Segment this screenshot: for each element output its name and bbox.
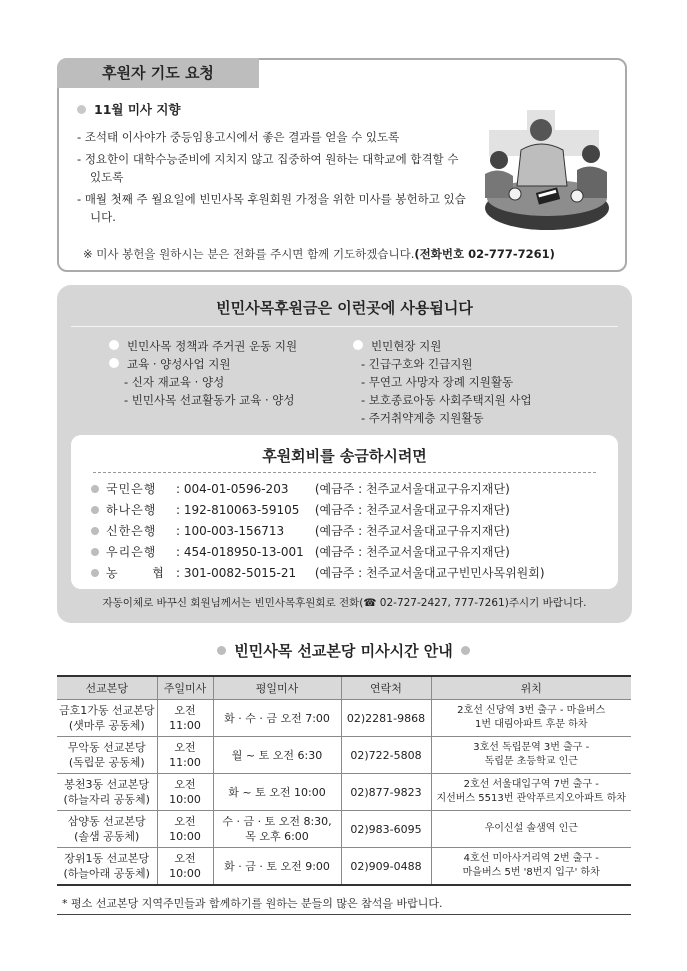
bullet-dot-icon: [461, 646, 470, 655]
table-row: [57, 737, 631, 774]
sunday-mass-cell: 오전 10:00: [157, 811, 213, 848]
weekday-mass-cell: 수 · 금 · 토 오전 8:30, 목 오후 6:00: [213, 811, 341, 848]
prayer-intentions-list: [77, 128, 472, 230]
prayer-note: ※ 미사 봉헌을 원하시는 분은 전화를 주시면 함께 기도하겠습니다.(전화번호 02-777-7261): [83, 247, 555, 261]
bank-name: 국민은행: [106, 482, 157, 496]
auto-transfer-note: 자동이체로 바꾸신 회원님께서는 빈민사목후원회로 전화(☎ 02-727-2427, 777-7261)주시기 바랍니다.: [102, 597, 587, 609]
usage-title: 빈민사목후원금은 이런곳에 사용됩니다: [216, 299, 473, 317]
parish-cell: 장위1동 선교본당 (하늘아래 공동체): [57, 848, 157, 886]
sunday-mass-cell: 오전 11:00: [157, 700, 213, 737]
transfer-title: 후원회비를 송금하시려면: [262, 447, 427, 465]
contact-cell: 02)983-6095: [341, 811, 431, 848]
weekday-mass-cell: 화 · 금 · 토 오전 9:00: [213, 848, 341, 886]
account-holder: (예금주 : 천주교서울대교구유지재단): [314, 503, 510, 517]
bank-name: 우리은행: [106, 545, 157, 559]
usage-item: 빈민현장 지원: [353, 337, 532, 355]
bullet-dot-icon: [109, 340, 119, 350]
bank-account-row: [91, 479, 545, 500]
column-header: 위치: [431, 676, 631, 700]
account-holder: (예금주 : 천주교서울대교구유지재단): [314, 482, 510, 496]
bank-account-row: [91, 542, 545, 563]
account-number: : 100-003-156713: [176, 524, 285, 538]
parish-cell: 삼양동 선교본당 (솔샘 공동체): [57, 811, 157, 848]
account-number: : 301-0082-5015-21: [176, 566, 297, 580]
weekday-mass-cell: 월 ~ 토 오전 6:30: [213, 737, 341, 774]
prayer-request-box: [57, 58, 627, 272]
account-holder: (예금주 : 천주교서울대교구유지재단): [314, 545, 510, 559]
column-header: 선교본당: [57, 676, 157, 700]
schedule-footnote: * 평소 선교본당 지역주민들과 함께하기를 원하는 분들의 많은 참석을 바랍니다.: [62, 897, 443, 910]
contact-cell: 02)722-5808: [341, 737, 431, 774]
table-row: [57, 848, 631, 886]
bank-name: 하나은행: [106, 503, 157, 517]
table-row: [57, 700, 631, 737]
prayer-intention: - 매월 첫째 주 월요일에 빈민사목 후원회원 가정을 위한 미사를 봉헌하고 있습니다.: [77, 190, 472, 226]
usage-subitem: - 신자 재교육 · 양성: [124, 375, 225, 389]
sunday-mass-cell: 오전 10:00: [157, 848, 213, 886]
account-number: : 192-810063-59105: [176, 503, 300, 517]
usage-item: 교육 · 양성사업 지원: [109, 355, 297, 373]
column-header: 연락처: [341, 676, 431, 700]
weekday-mass-cell: 화 ~ 토 오전 10:00: [213, 774, 341, 811]
usage-right-column: [353, 337, 532, 427]
bullet-dot-icon: [91, 569, 99, 577]
bullet-dot-icon: [91, 548, 99, 556]
location-cell: 3호선 독립문역 3번 출구 - 독립문 초등학교 인근: [431, 737, 631, 774]
sunday-mass-cell: 오전 10:00: [157, 774, 213, 811]
usage-subitem: - 빈민사목 선교활동가 교육 · 양성: [124, 393, 295, 407]
divider: [93, 472, 596, 473]
mass-schedule-table: [57, 675, 631, 886]
account-holder: (예금주 : 천주교서울대교구빈민사목위원회): [314, 566, 545, 580]
bullet-dot-icon: [353, 340, 363, 350]
bank-account-row: [91, 521, 545, 542]
bullet-dot-icon: [91, 527, 99, 535]
weekday-mass-cell: 화 · 수 · 금 오전 7:00: [213, 700, 341, 737]
prayer-request-title: 후원자 기도 요청: [57, 58, 259, 88]
divider: [57, 914, 631, 915]
usage-item: 빈민사목 정책과 주거권 운동 지원: [109, 337, 297, 355]
bank-account-row: [91, 563, 545, 584]
transfer-info-box: [71, 435, 618, 589]
prayer-intention: - 조석태 이사야가 중등임용고시에서 좋은 결과를 얻을 수 있도록: [77, 128, 472, 146]
donation-usage-box: [57, 285, 632, 623]
column-header: 주일미사: [157, 676, 213, 700]
last-supper-illustration: [479, 90, 619, 240]
usage-subitem: - 주거취약계층 지원활동: [361, 411, 484, 425]
contact-cell: 02)909-0488: [341, 848, 431, 886]
prayer-intention: - 정요한이 대학수능준비에 지치지 않고 집중하여 원하는 대학교에 합격할 수 있도록: [77, 150, 472, 186]
column-header: 평일미사: [213, 676, 341, 700]
location-cell: 2호선 서울대입구역 7번 출구 - 지선버스 5513번 관악푸르지오아파트 하차: [431, 774, 631, 811]
account-number: : 004-01-0596-203: [176, 482, 289, 496]
bullet-dot-icon: [91, 485, 99, 493]
sunday-mass-cell: 오전 11:00: [157, 737, 213, 774]
contact-cell: 02)877-9823: [341, 774, 431, 811]
schedule-title: 빈민사목 선교본당 미사시간 안내: [0, 640, 687, 661]
bank-account-list: [91, 479, 545, 584]
prayer-heading: 11월 미사 지향: [77, 100, 180, 118]
location-cell: 4호선 미아사거리역 2번 출구 - 마을버스 5번 '8번지 입구' 하차: [431, 848, 631, 886]
usage-subitem: - 긴급구호와 긴급지원: [361, 357, 473, 371]
location-cell: 2호선 신당역 3번 출구 - 마을버스 1번 대림아파트 후문 하차: [431, 700, 631, 737]
table-header-row: [57, 676, 631, 700]
bullet-dot-icon: [217, 646, 226, 655]
bullet-dot-icon: [91, 506, 99, 514]
parish-cell: 금호1가동 선교본당 (샛마루 공동체): [57, 700, 157, 737]
bank-name: 농 협: [106, 566, 165, 580]
table-row: [57, 774, 631, 811]
table-row: [57, 811, 631, 848]
location-cell: 우이신설 솔샘역 인근: [431, 811, 631, 848]
parish-cell: 봉천3동 선교본당 (하늘자리 공동체): [57, 774, 157, 811]
bank-account-row: [91, 500, 545, 521]
account-holder: (예금주 : 천주교서울대교구유지재단): [314, 524, 510, 538]
contact-cell: 02)2281-9868: [341, 700, 431, 737]
usage-left-column: [109, 337, 297, 409]
usage-subitem: - 보호종료아동 사회주택지원 사업: [361, 393, 532, 407]
prayer-phone: (전화번호 02-777-7261): [414, 247, 555, 261]
bullet-dot-icon: [77, 105, 86, 114]
account-number: : 454-018950-13-001: [176, 545, 304, 559]
bullet-dot-icon: [109, 358, 119, 368]
usage-subitem: - 무연고 사망자 장례 지원활동: [361, 375, 514, 389]
bank-name: 신한은행: [106, 524, 157, 538]
divider: [71, 326, 618, 327]
parish-cell: 무악동 선교본당 (독립문 공동체): [57, 737, 157, 774]
